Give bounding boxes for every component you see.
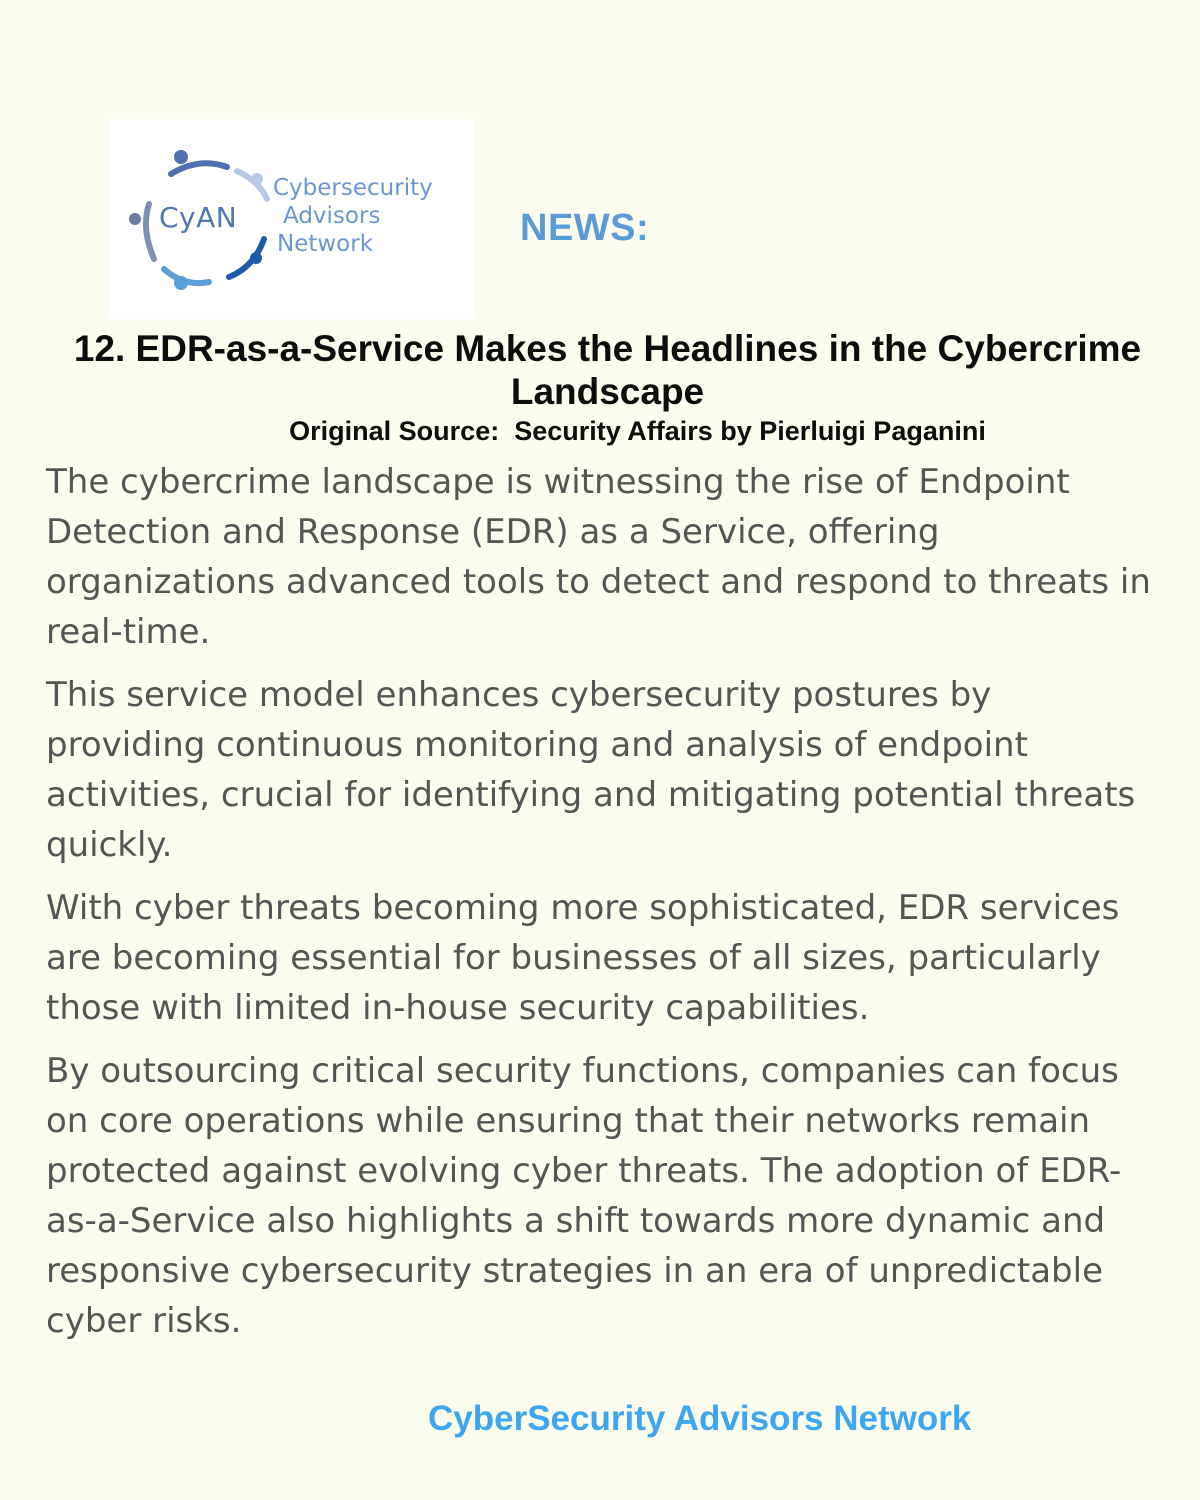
news-label: NEWS: [520,207,650,249]
logo-word-network: Network [277,231,374,257]
article-paragraph: This service model enhances cybersecurity postures by providing continuous monitoring and analysis of endpoint activities, crucial for identifying and mitigating potential threats quickly. [46,675,1136,865]
logo-word-cybersecurity: Cybersecurity [273,175,433,201]
logo-wordmark [273,174,433,258]
article-source: Original Source: Security Affairs by Pierluigi Paganini [289,416,986,446]
article-body [46,457,1156,1359]
article-paragraph: The cybercrime landscape is witnessing the rise of Endpoint Detection and Response (EDR) as a Service, offering organizations advanced tools to detect and respond to threats in real-time. [46,462,1151,652]
article-headline: 12. EDR-as-a-Service Makes the Headlines in the Cybercrime Landscape [73,328,1142,412]
article-paragraph: By outsourcing critical security functions, companies can focus on core operations while ensuring that their networks remain protected against evolving cyber threats. The adoption of EDR-as-a-Service also highlights a shift towards more dynamic and responsive cybersecurity strategies in an era of unpredictable cyber risks. [46,1051,1122,1341]
logo-word-advisors: Advisors [283,203,381,229]
cyan-logo [109,119,475,319]
article-paragraph: With cyber threats becoming more sophisticated, EDR services are becoming essential for businesses of all sizes, particularly those with limited in-house security capabilities. [46,888,1120,1028]
footer-network-name: CyberSecurity Advisors Network [428,1399,972,1438]
logo-abbreviation: CyAN [159,201,238,234]
